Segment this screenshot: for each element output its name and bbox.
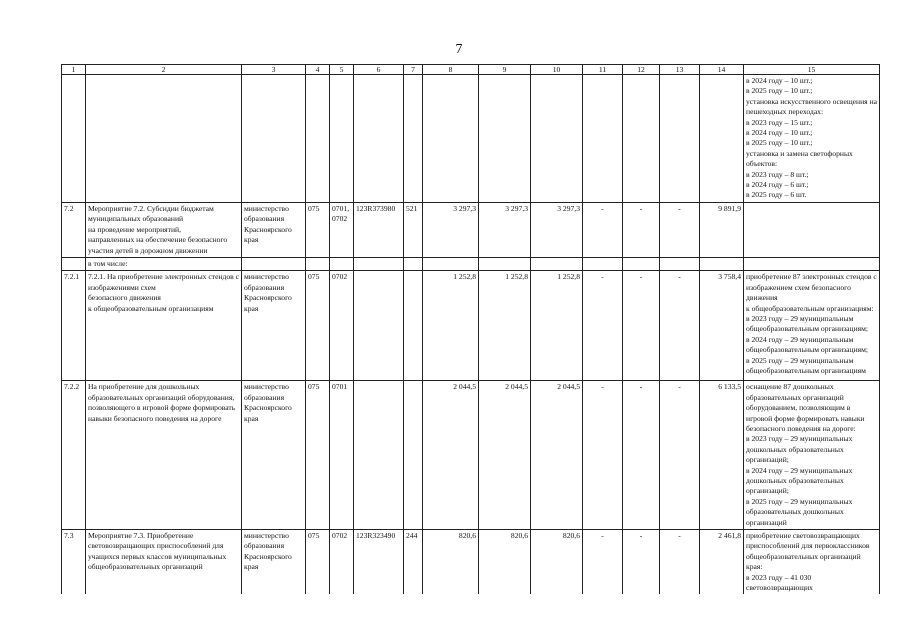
header-cell: 7 <box>404 65 423 75</box>
code-section <box>330 75 354 203</box>
header-cell: 5 <box>330 65 354 75</box>
activity-name: Мероприятие 7.2. Субсидии бюджетам муниципальных образований на проведение мероприятий, направленных на обеспечение безопасного участия детей в дорожном движении <box>86 202 242 257</box>
code-expense-type <box>404 271 423 381</box>
activity-name <box>86 75 242 203</box>
code-section: 0702 <box>330 530 354 595</box>
amount-12 <box>623 75 660 203</box>
amount-9 <box>479 75 531 203</box>
header-cell: 11 <box>583 65 623 75</box>
amount-9: 3 297,3 <box>479 202 531 257</box>
header-cell: 10 <box>531 65 583 75</box>
amount-12: - <box>623 202 660 257</box>
amount-13: - <box>660 271 700 381</box>
activity-name: Мероприятие 7.3. Приобретение световозвращающих приспособлений для учащихся первых классов муниципальных общеобразовательных организаций <box>86 530 242 595</box>
code-grbs: 075 <box>306 381 330 530</box>
amount-12: - <box>623 271 660 381</box>
table-row <box>62 381 880 530</box>
code-target: 123R373980 <box>354 202 404 257</box>
amount-10: 1 252,8 <box>531 271 583 381</box>
expected-result: в 2024 году – 10 шт.; в 2025 году – 10 шт.; установка искусственного освещения на пешеходных переходах: в 2023 году – 15 шт.; в 2024 году – 10 шт.; в 2025 году – 10 шт.; установка и замена светофорных объектов: в 2023 году – 8 шт.; в 2024 году – 6 шт.; в 2025 году – 6 шт. <box>744 75 880 203</box>
amount-10 <box>531 257 583 270</box>
code-expense-type: 244 <box>404 530 423 595</box>
row-number: 7.2 <box>62 202 86 257</box>
code-expense-type <box>404 257 423 270</box>
amount-10 <box>531 75 583 203</box>
amount-13 <box>660 75 700 203</box>
code-target <box>354 271 404 381</box>
row-number <box>62 257 86 270</box>
code-expense-type: 521 <box>404 202 423 257</box>
header-cell: 4 <box>306 65 330 75</box>
amount-total <box>700 75 744 203</box>
amount-8: 3 297,3 <box>423 202 479 257</box>
header-cell: 3 <box>242 65 306 75</box>
code-grbs: 075 <box>306 271 330 381</box>
amount-8: 1 252,8 <box>423 271 479 381</box>
amount-13: - <box>660 202 700 257</box>
code-section <box>330 257 354 270</box>
code-target: 123R323490 <box>354 530 404 595</box>
amount-11: - <box>583 530 623 595</box>
executor <box>242 75 306 203</box>
code-target <box>354 257 404 270</box>
code-section: 0702 <box>330 271 354 381</box>
activity-name: 7.2.1. На приобретение электронных стендов с изображениями схем безопасного движения к общеобразовательным организациям <box>86 271 242 381</box>
code-expense-type <box>404 381 423 530</box>
amount-9: 2 044,5 <box>479 381 531 530</box>
table-row <box>62 530 880 595</box>
amount-total: 6 133,5 <box>700 381 744 530</box>
code-grbs <box>306 257 330 270</box>
executor: министерство образования Красноярского края <box>242 530 306 595</box>
table-row <box>62 271 880 381</box>
row-number: 7.2.1 <box>62 271 86 381</box>
amount-11: - <box>583 271 623 381</box>
amount-9: 1 252,8 <box>479 271 531 381</box>
amount-8: 2 044,5 <box>423 381 479 530</box>
header-cell: 1 <box>62 65 86 75</box>
executor: министерство образования Красноярского края <box>242 202 306 257</box>
row-number: 7.3 <box>62 530 86 595</box>
amount-13 <box>660 257 700 270</box>
amount-11: - <box>583 202 623 257</box>
amount-12: - <box>623 530 660 595</box>
expected-result <box>744 202 880 257</box>
amount-11 <box>583 257 623 270</box>
header-cell: 12 <box>623 65 660 75</box>
amount-11: - <box>583 381 623 530</box>
amount-9 <box>479 257 531 270</box>
code-grbs <box>306 75 330 203</box>
amount-total <box>700 257 744 270</box>
row-number <box>62 75 86 203</box>
amount-13: - <box>660 381 700 530</box>
table-row <box>62 202 880 257</box>
header-cell: 15 <box>744 65 880 75</box>
page-number: 7 <box>455 42 463 57</box>
amount-8: 820,6 <box>423 530 479 595</box>
table-row <box>62 75 880 203</box>
amount-12: - <box>623 381 660 530</box>
header-cell: 6 <box>354 65 404 75</box>
amount-total: 3 758,4 <box>700 271 744 381</box>
code-grbs: 075 <box>306 530 330 595</box>
header-cell: 13 <box>660 65 700 75</box>
code-section: 0701, 0702 <box>330 202 354 257</box>
amount-10: 3 297,3 <box>531 202 583 257</box>
amount-8 <box>423 75 479 203</box>
expected-result <box>744 257 880 270</box>
amount-8 <box>423 257 479 270</box>
expected-result: приобретение 87 электронных стендов с изображением схем безопасного движения к общеобразовательным организациям: в 2023 году – 29 муниципальным общеобразовательным организациям; в 2024 году – 29 муниципальным общеобразовательным организациям; в 2025 году – 29 муниципальным общеобразовательным организациям <box>744 271 880 381</box>
header-row <box>62 65 880 75</box>
amount-12 <box>623 257 660 270</box>
row-number: 7.2.2 <box>62 381 86 530</box>
amount-10: 2 044,5 <box>531 381 583 530</box>
amount-9: 820,6 <box>479 530 531 595</box>
amount-11 <box>583 75 623 203</box>
expected-result: приобретение световозвращающих приспособлений для первоклассников общеобразовательных организаций края: в 2023 году – 41 030 световозвращающих <box>744 530 880 595</box>
amount-13: - <box>660 530 700 595</box>
header-cell: 9 <box>479 65 531 75</box>
header-cell: 8 <box>423 65 479 75</box>
activity-name: На приобретение для дошкольных образовательных организаций оборудования, позволяющего в игровой форме формировать навыки безопасного поведения на дороге <box>86 381 242 530</box>
code-target <box>354 381 404 530</box>
amount-total: 2 461,8 <box>700 530 744 595</box>
expected-result: оснащение 87 дошкольных образовательных организаций оборудованием, позволяющим в игровой форме формировать навыки безопасного поведения на дороге: в 2023 году – 29 муниципальных дошкольных образовательных организаций; в 2024 году – 29 муниципальных дошкольных образовательных организаций; в 2025 году – 29 муниципальных образовательных дошкольных организаций <box>744 381 880 530</box>
code-target <box>354 75 404 203</box>
table-row <box>62 257 880 270</box>
code-grbs: 075 <box>306 202 330 257</box>
activity-name: в том числе: <box>86 257 242 270</box>
code-section: 0701 <box>330 381 354 530</box>
code-expense-type <box>404 75 423 203</box>
program-activities-table <box>61 64 880 594</box>
amount-total: 9 891,9 <box>700 202 744 257</box>
executor: министерство образования Красноярского края <box>242 271 306 381</box>
amount-10: 820,6 <box>531 530 583 595</box>
header-cell: 2 <box>86 65 242 75</box>
header-cell: 14 <box>700 65 744 75</box>
executor <box>242 257 306 270</box>
executor: министерство образования Красноярского края <box>242 381 306 530</box>
